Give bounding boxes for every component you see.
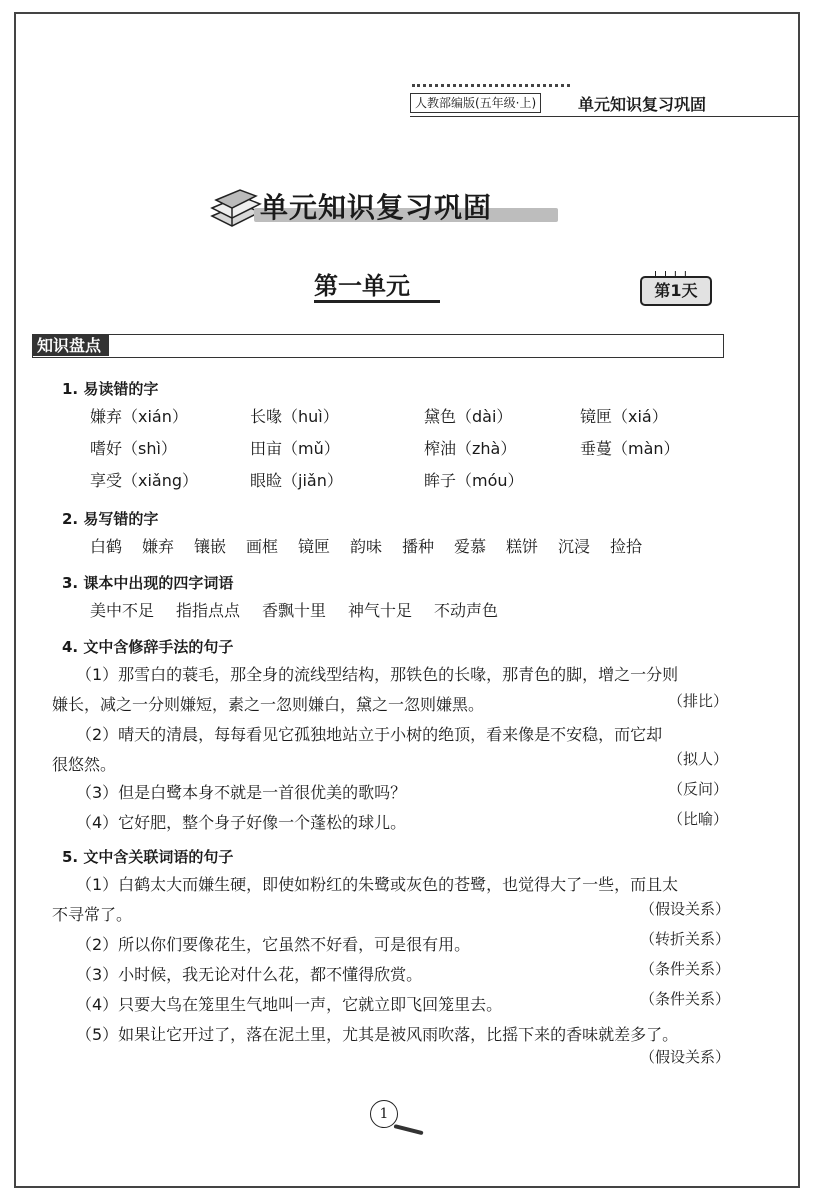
pinyin-item: 榨油（zhà） <box>424 439 517 458</box>
rhetoric-tag: （排比） <box>668 692 729 710</box>
word-item: 画框 <box>246 537 279 556</box>
pinyin-item: 眼睑（jiǎn） <box>250 471 343 490</box>
word-item: 韵味 <box>350 537 383 556</box>
pinyin-item: 长喙（huì） <box>250 407 339 426</box>
relation-tag: （转折关系） <box>640 930 731 948</box>
header-dots <box>412 84 570 87</box>
sentence-line: （2）晴天的清晨，每每看见它孤独地站立于小树的绝顶，看来像是不安稳，而它却 <box>76 725 663 744</box>
idiom-item: 美中不足 <box>90 601 155 620</box>
sentence-line: （3）小时候，我无论对什么花，都不懂得欣赏。 <box>76 965 423 984</box>
relation-tag: （假设关系） <box>640 900 731 918</box>
pinyin-item: 嗜好（shì） <box>90 439 177 458</box>
pinyin-item: 垂蔓（màn） <box>580 439 680 458</box>
pinyin-item: 镜匣（xiá） <box>580 407 668 426</box>
relation-tag: （条件关系） <box>640 990 731 1008</box>
header-section-title: 单元知识复习巩固 <box>578 95 707 114</box>
sentence-line: 很悠然。 <box>52 755 117 774</box>
pinyin-item: 嫌弃（xián） <box>90 407 188 426</box>
page-number: 1 <box>370 1100 398 1128</box>
unit-title-underline <box>314 300 440 303</box>
word-item: 爱慕 <box>454 537 487 556</box>
sentence-line: （1）那雪白的蓑毛，那全身的流线型结构，那铁色的长喙，那青色的脚，增之一分则 <box>76 665 679 684</box>
day-badge: 第1天 <box>640 276 712 306</box>
rhetoric-tag: （拟人） <box>668 750 729 768</box>
word-item: 沉浸 <box>558 537 591 556</box>
sentence-line: 不寻常了。 <box>52 905 133 924</box>
unit-title: 第一单元 <box>314 272 410 300</box>
pinyin-item: 黛色（dài） <box>424 407 513 426</box>
sentence-line: （4）只要大鸟在笼里生气地叫一声，它就立即飞回笼里去。 <box>76 995 503 1014</box>
book-label: 人教部编版(五年级·上) <box>410 93 541 113</box>
rhetoric-tag: （反问） <box>668 780 729 798</box>
pinyin-item: 享受（xiǎng） <box>90 471 199 490</box>
rhetoric-tag: （比喻） <box>668 810 729 828</box>
idiom-item: 神气十足 <box>348 601 413 620</box>
word-item: 嫌弃 <box>142 537 175 556</box>
part3-heading: 3. 课本中出现的四字词语 <box>62 574 234 592</box>
sentence-line: （1）白鹤太大而嫌生硬，即使如粉红的朱鹭或灰色的苍鹭，也觉得大了一些，而且太 <box>76 875 679 894</box>
part4-heading: 4. 文中含修辞手法的句子 <box>62 638 234 656</box>
section-bar <box>32 334 724 358</box>
banner-title: 单元知识复习巩固 <box>260 191 493 224</box>
sentence-line: （4）它好肥，整个身子好像一个蓬松的球儿。 <box>76 813 407 832</box>
word-item: 白鹤 <box>90 537 123 556</box>
section-label: 知识盘点 <box>33 335 109 356</box>
sentence-line: （5）如果让它开过了，落在泥土里，尤其是被风雨吹落，比摇下来的香味就差多了。 <box>76 1025 679 1044</box>
part1-heading: 1. 易读错的字 <box>62 380 159 398</box>
idiom-item: 香飘十里 <box>262 601 327 620</box>
word-item: 捡拾 <box>610 537 643 556</box>
word-item: 播种 <box>402 537 435 556</box>
relation-tag: （假设关系） <box>640 1048 731 1066</box>
word-item: 糕饼 <box>506 537 539 556</box>
sentence-line: 嫌长，减之一分则嫌短，素之一忽则嫌白，黛之一忽则嫌黑。 <box>52 695 485 714</box>
banner <box>210 184 560 234</box>
part2-heading: 2. 易写错的字 <box>62 510 159 528</box>
relation-tag: （条件关系） <box>640 960 731 978</box>
header-rule <box>410 116 800 117</box>
sentence-line: （2）所以你们要像花生，它虽然不好看，可是很有用。 <box>76 935 471 954</box>
pinyin-item: 眸子（móu） <box>424 471 524 490</box>
sentence-line: （3）但是白鹭本身不就是一首很优美的歌吗？ <box>76 783 407 802</box>
word-item: 镶嵌 <box>194 537 227 556</box>
word-item: 镜匣 <box>298 537 331 556</box>
idiom-item: 指指点点 <box>176 601 241 620</box>
part5-heading: 5. 文中含关联词语的句子 <box>62 848 234 866</box>
idiom-item: 不动声色 <box>434 601 499 620</box>
pinyin-item: 田亩（mǔ） <box>250 439 340 458</box>
